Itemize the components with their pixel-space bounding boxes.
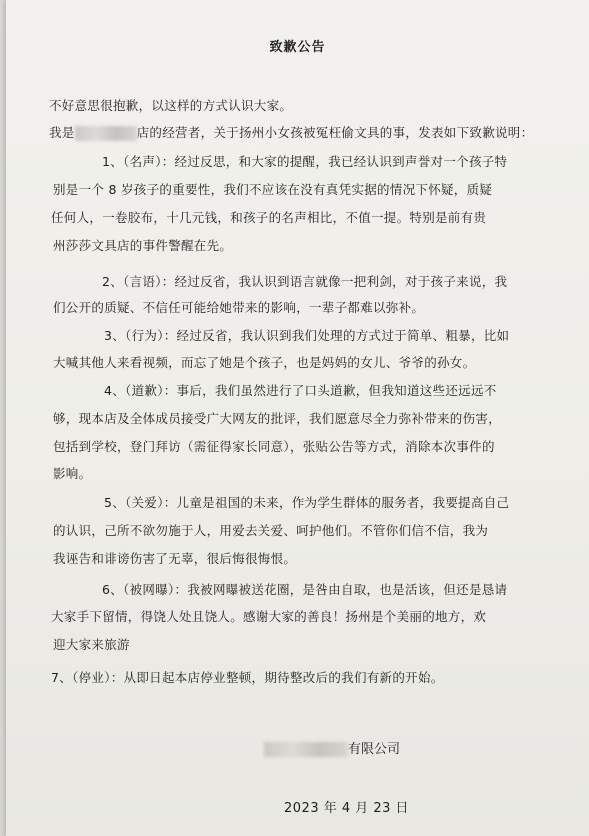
- paragraph-1-line: 任何人，一卷胶布，十几元钱，和孩子的名声相比，不值一提。特别是前有贵: [51, 210, 487, 225]
- paragraph-4-line: 影响。: [53, 466, 92, 481]
- intro-line: 不好意思很抱歉，以这样的方式认识大家。: [49, 98, 293, 113]
- paragraph-4-line: 够，现本店及全体成员接受广大网友的批评，我们愿意尽全力弥补带来的伤害，: [53, 411, 502, 426]
- paragraph-1-line: 州莎莎文具店的事件警醒在先。: [53, 238, 233, 253]
- paragraph-6-line: 6、（被网曝）：我被网曝被送花圈，是咎由自取，也是活该，但还是恳请: [102, 582, 508, 597]
- redacted-shop-name: [75, 126, 137, 141]
- paragraph-3-line: 3、（行为）：经过反省，我认识到我们处理的方式过于简单、粗暴，比如: [104, 328, 510, 343]
- company-suffix: 有限公司: [348, 742, 401, 757]
- document-title: 致歉公告: [269, 40, 326, 55]
- paragraph-4-line: 包括到学校，登门拜访（需征得家长同意），张贴公告等方式，消除本次事件的: [53, 439, 495, 454]
- company-signature: [264, 738, 400, 757]
- paragraph-5-line: 5、（关爱）：儿童是祖国的未来，作为学生群体的服务者，我要提高自己: [104, 495, 510, 510]
- paragraph-6-line: 迎大家来旅游: [53, 637, 130, 652]
- paragraph-5-line: 的认识，己所不欲勿施于人，用爱去关爱、呵护他们。不管你们信不信，我为: [53, 523, 489, 538]
- paragraph-1-line: 别是一个 8 岁孩子的重要性，我们不应该在没有真凭实据的情况下怀疑，质疑: [53, 182, 493, 197]
- redacted-company-name: [264, 742, 348, 757]
- statement-line: [49, 123, 533, 141]
- statement-suffix: 店的经营者，关于扬州小女孩被冤枉偷文具的事，发表如下致歉说明：: [136, 125, 534, 140]
- paragraph-1-line: 1、（名声）：经过反思，和大家的提醒，我已经认识到声誉对一个孩子特: [102, 154, 508, 169]
- paragraph-3-line: 大喊其他人来看视频，而忘了她是个孩子，也是妈妈的女儿、爷爷的孙女。: [53, 355, 476, 370]
- paragraph-5-line: 我诬告和诽谤伤害了无辜，很后悔很悔恨。: [53, 551, 297, 566]
- document-date: 2023 年 4 月 23 日: [284, 801, 410, 816]
- document-page: [6, 0, 589, 836]
- paragraph-7-line: 7、（停业）：从即日起本店停业整顿，期待整改后的我们有新的开始。: [51, 670, 444, 685]
- paragraph-2-line: 2、（言语）：经过反省，我认识到语言就像一把利剑，对于孩子来说，我: [102, 274, 508, 289]
- paragraph-2-line: 们公开的质疑、不信任可能给她带来的影响，一辈子都难以弥补。: [53, 300, 425, 315]
- paragraph-4-line: 4、（道歉）：事后，我们虽然进行了口头道歉，但我知道这些还远远不: [104, 383, 497, 398]
- paragraph-6-line: 大家手下留情，得饶人处且饶人。感谢大家的善良！扬州是个美丽的地方，欢: [51, 609, 487, 624]
- statement-prefix: 我是: [49, 125, 75, 140]
